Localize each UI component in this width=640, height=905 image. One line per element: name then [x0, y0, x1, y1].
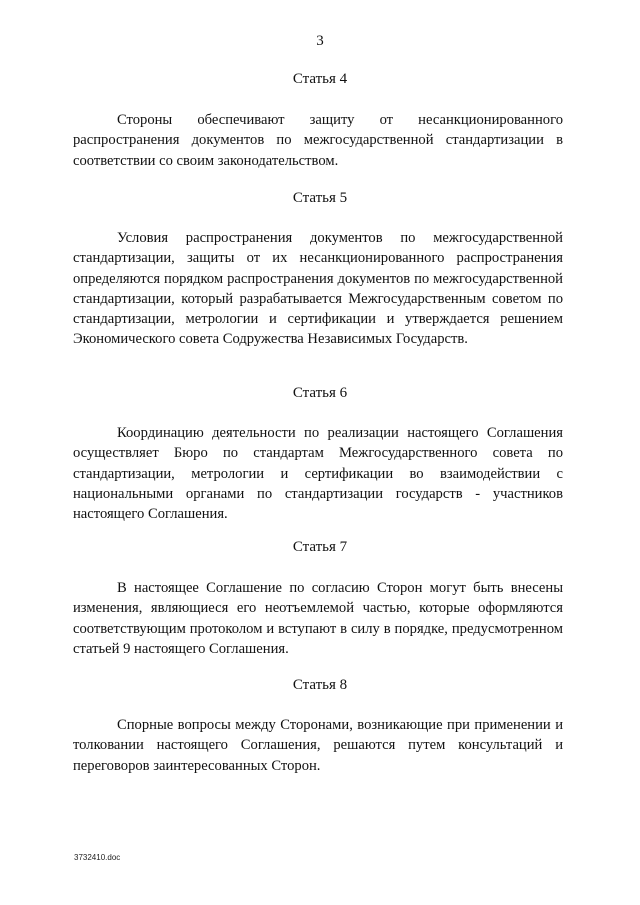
article-4-heading: Статья 4	[292, 71, 348, 87]
footer-filename: 3732410.doc	[74, 853, 121, 862]
page-number: 3	[316, 33, 324, 49]
article-5-heading: Статья 5	[292, 190, 348, 206]
article-8-heading: Статья 8	[292, 677, 348, 693]
article-6-text: Координацию деятельности по реализации настоящего Соглашения осуществляет Бюро по стандартам Межгосударственного совета по стандартизации, метрологии и сертификации во взаимодействии с национальными органами по стандартизации государств - участников настоящего Соглашения.	[73, 425, 563, 523]
article-5-text: Условия распространения документов по межгосударственной стандартизации, защиты от их несанкционированного распространения определяются порядком распространения документов по межгосударственной стандартизации, который разрабатывается Межгосударственным советом по стандартизации, метрологии и сертификации и утверждается решением Экономического совета Содружества Независимых Государств.	[73, 230, 563, 348]
article-7-heading: Статья 7	[292, 539, 348, 555]
article-6-heading: Статья 6	[292, 385, 348, 401]
article-7-text: В настоящее Соглашение по согласию Сторон могут быть внесены изменения, являющиеся его неотъемлемой частью, которые оформляются соответствующим протоколом и вступают в силу в порядке, предусмотренном статьей 9 настоящего Соглашения.	[73, 580, 563, 657]
article-8-text: Спорные вопросы между Сторонами, возникающие при применении и толковании настоящего Соглашения, решаются путем консультаций и переговоров заинтересованных Сторон.	[73, 717, 563, 774]
article-4-text: Стороны обеспечивают защиту от несанкционированного распространения документов по межгосударственной стандартизации в соответствии со своим законодательством.	[73, 112, 563, 169]
